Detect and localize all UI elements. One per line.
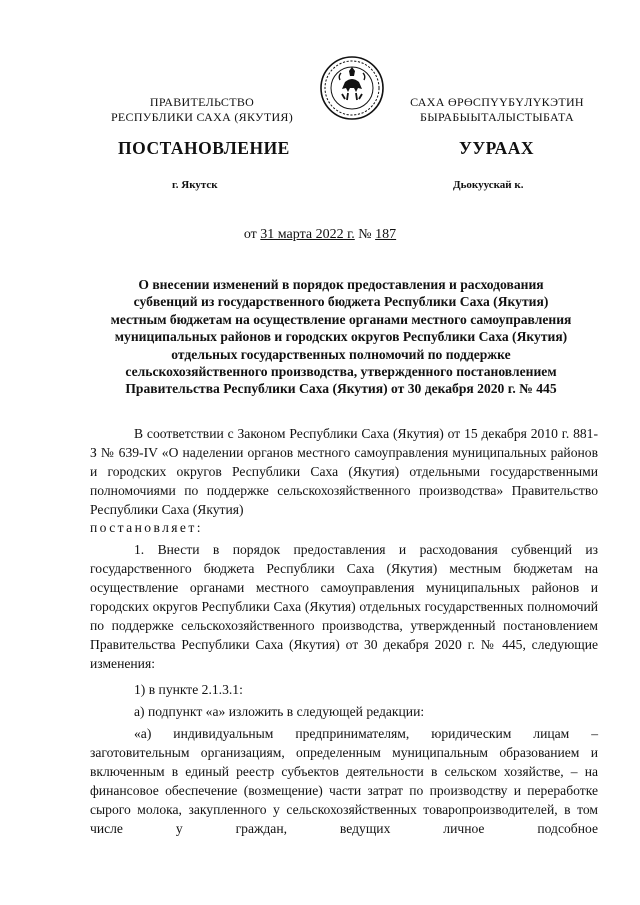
title-line: Правительства Республики Саха (Якутия) от 30 декабря 2020 г. № 445	[125, 381, 557, 397]
title-line: отдельных государственных полномочий по поддержке	[171, 346, 511, 362]
title-line: субвенций из государственного бюджета Республики Саха (Якутия)	[133, 294, 549, 310]
city-ru: г. Якутск	[172, 179, 218, 191]
issuer-sah-line2: БЫРАБЫЫТАЛЫСТЫБАТА	[420, 110, 574, 124]
doc-type-sah: УУРААХ	[459, 138, 535, 158]
title-line: муниципальных районов и городских округов Республики Саха (Якутия)	[114, 329, 568, 345]
issuer-ru	[86, 95, 318, 125]
resolves-line: постановляет:	[90, 520, 203, 535]
item-1-paragraph: 1. Внести в порядок предоставления и расходования субвенций из государственного бюджета Республики Саха (Якутия) местным бюджетам на осуществление органами местного самоуправления муниципальных районов и городских округов Республики Саха (Якутия) отдельных государственных полномочий по поддержке сельскохозяйственного производства, утвержденный постановлением Правительства Республики Саха (Якутия) от 30 декабря 2020 г. № 445, следующие изменения:	[90, 542, 598, 671]
issuer-sah	[392, 95, 602, 125]
issuer-ru-line1: ПРАВИТЕЛЬСТВО	[149, 95, 255, 109]
subitem-a-paragraph: а) подпункт «а» изложить в следующей редакции:	[134, 704, 425, 719]
doc-number: 187	[375, 227, 397, 242]
title-line: сельскохозяйственного производства, утвержденного постановлением	[125, 364, 557, 380]
issuer-ru-line2: РЕСПУБЛИКИ САХА (ЯКУТИЯ)	[110, 110, 294, 124]
document-title	[86, 276, 596, 398]
date-prefix: от	[243, 227, 261, 242]
date-line	[0, 227, 640, 243]
title-line: О внесении изменений в порядок предоставления и расходования	[138, 277, 544, 292]
subitem-a-text-paragraph: «а) индивидуальным предпринимателям, юридическим лицам – заготовительным организациям, определенным муниципальным образованием и включенным в единый реестр субъектов деятельности в сельском хозяйстве, – на финансовое обеспечение (возмещение) части затрат по производству и переработке сырого молока, закупленного у сельскохозяйственных товаропроизводителей, в том числе у граждан, ведущих личное подсобное	[90, 726, 598, 836]
coat-of-arms-emblem	[318, 53, 386, 123]
preamble-paragraph: В соответствии с Законом Республики Саха (Якутия) от 15 декабря 2010 г. 881-З № 639-IV «О наделении органов местного самоуправления муниципальных районов и городских округов Республики Саха (Якутия) отдельными государственными полномочиями по поддержке сельскохозяйственного производства» Правительство Республики Саха (Якутия)	[90, 426, 598, 517]
title-line: местным бюджетам на осуществление органами местного самоуправления	[110, 311, 572, 327]
number-label: №	[354, 227, 376, 242]
doc-date: 31 марта 2022 г.	[260, 227, 355, 242]
subitem-paragraph: 1) в пункте 2.1.3.1:	[134, 682, 243, 697]
doc-type-ru: ПОСТАНОВЛЕНИЕ	[118, 138, 290, 158]
city-sah: Дьокуускай к.	[453, 179, 524, 191]
issuer-sah-line1: САХА ӨРӨСПҮҮБҮЛҮКЭТИН	[410, 95, 584, 109]
